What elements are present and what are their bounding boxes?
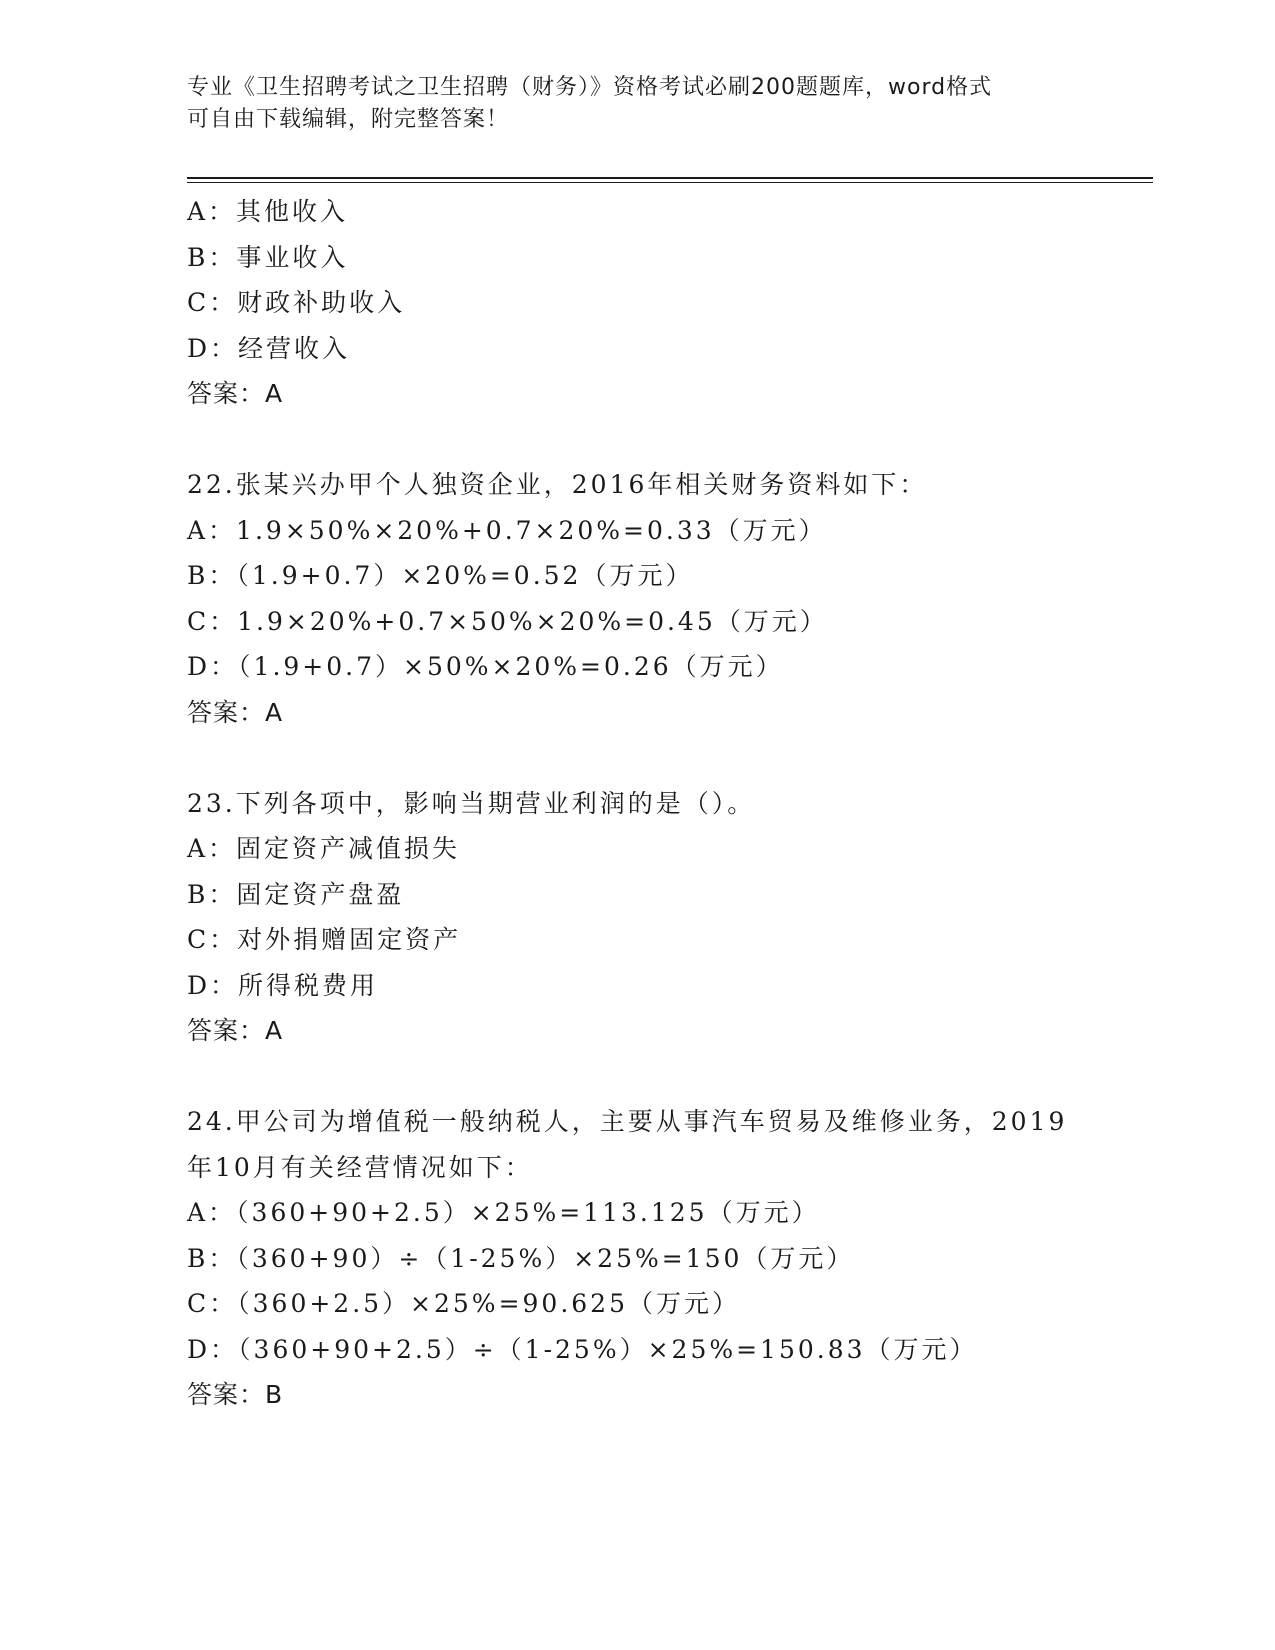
question-21: [187, 189, 1087, 417]
option-a: A：1.9×50%×20%+0.7×20%=0.33（万元）: [187, 515, 827, 545]
question-text-line-1: 24.甲公司为增值税一般纳税人，主要从事汽车贸易及维修业务，2019: [187, 1107, 1068, 1136]
option-d: D：所得税费用: [187, 970, 379, 1000]
spacer: [187, 735, 1087, 781]
spacer: [187, 417, 1087, 463]
question-22: [187, 462, 1087, 735]
answer: 答案：A: [187, 379, 284, 408]
option-b: B：（1.9+0.7）×20%=0.52（万元）: [187, 561, 694, 590]
answer: 答案：A: [187, 1016, 284, 1045]
option-a: A：固定资产减值损失: [187, 834, 461, 863]
header-divider-thick: [187, 177, 1153, 179]
option-c: C：1.9×20%+0.7×50%×20%=0.45（万元）: [187, 606, 828, 636]
option-c: C：对外捐赠固定资产: [187, 925, 462, 954]
header-line-1: 专业《卫生招聘考试之卫生招聘（财务）》资格考试必刷200题题库，word格式: [187, 75, 993, 100]
header-divider-thin: [187, 182, 1153, 183]
option-b: B：（360+90）÷（1-25%）×25%=150（万元）: [187, 1243, 855, 1273]
question-text: 22.张某兴办甲个人独资企业，2016年相关财务资料如下：: [187, 470, 928, 499]
option-d: D：（1.9+0.7）×50%×20%=0.26（万元）: [187, 652, 784, 681]
document-header: [187, 72, 1067, 136]
option-b: B：事业收入: [187, 242, 349, 272]
option-d: D：（360+90+2.5）÷（1-25%）×25%=150.83（万元）: [187, 1334, 978, 1364]
option-b: B：固定资产盘盈: [187, 879, 405, 909]
spacer: [187, 1054, 1087, 1100]
header-line-2: 可自由下载编辑，附完整答案！: [187, 107, 510, 132]
question-list: [187, 189, 1087, 1418]
option-a: A：（360+90+2.5）×25%=113.125（万元）: [187, 1198, 820, 1227]
option-c: C：财政补助收入: [187, 288, 406, 317]
question-23: [187, 781, 1087, 1054]
answer: 答案：A: [187, 697, 284, 727]
question-text: 23.下列各项中，影响当期营业利润的是（）。: [187, 788, 756, 818]
answer: 答案：B: [187, 1380, 284, 1409]
option-a: A：其他收入: [187, 197, 349, 226]
question-24: [187, 1099, 1087, 1418]
option-d: D：经营收入: [187, 333, 351, 363]
option-c: C：（360+2.5）×25%=90.625（万元）: [187, 1289, 740, 1318]
question-text-line-2: 年10月有关经营情况如下：: [187, 1152, 533, 1182]
